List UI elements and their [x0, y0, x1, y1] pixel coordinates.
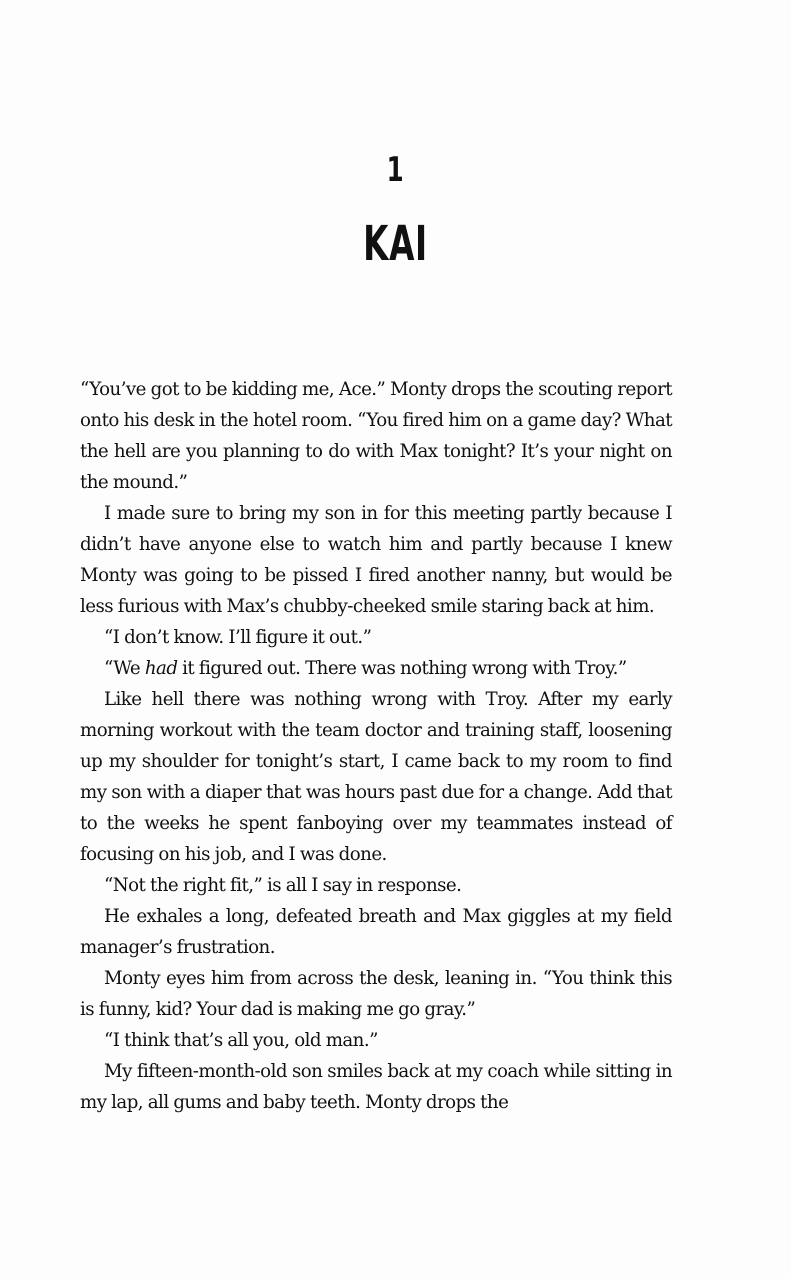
- paragraph: “You’ve got to be kidding me, Ace.” Monty drops the scouting report onto his desk in the hotel room. “You fired him on a game day? What the hell are you planning to do with Max tonight? It’s your night on the mound.”: [80, 379, 672, 493]
- paragraph-text: “We: [104, 658, 145, 679]
- paragraph: My fifteen-month-old son smiles back at my coach while sitting in my lap, all gums and baby teeth. Monty drops the: [80, 1061, 672, 1113]
- chapter-title: KAI: [363, 216, 428, 272]
- chapter-number: 1: [386, 150, 405, 190]
- paragraph: “I think that’s all you, old man.”: [104, 1030, 378, 1051]
- paragraph: Like hell there was nothing wrong with Troy. After my early morning workout with the team doctor and training staff, loosening up my shoulder for tonight’s start, I came back to my room to find my son with a diaper that was hours past due for a change. Add that to the weeks he spent fanboying over my teammates instead of focusing on his job, and I was done.: [80, 689, 672, 865]
- paragraph: Monty eyes him from across the desk, leaning in. “You think this is funny, kid? Your dad is making me go gray.”: [80, 968, 672, 1020]
- paragraph: “Not the right fit,” is all I say in response.: [104, 875, 462, 896]
- emphasized-word: had: [144, 658, 178, 679]
- chapter-body: [80, 374, 672, 1118]
- paragraph: I made sure to bring my son in for this meeting partly because I didn’t have anyone else to watch him and partly because I knew Monty was going to be pissed I fired another nanny, but would be less furious with Max’s chubby-cheeked smile staring back at him.: [80, 503, 672, 617]
- paragraph-text: it figured out. There was nothing wrong with Troy.”: [177, 658, 627, 679]
- paragraph: He exhales a long, defeated breath and Max giggles at my field manager’s frustration.: [80, 906, 672, 958]
- paragraph: [80, 653, 672, 684]
- paragraph: “I don’t know. I’ll figure it out.”: [104, 627, 372, 648]
